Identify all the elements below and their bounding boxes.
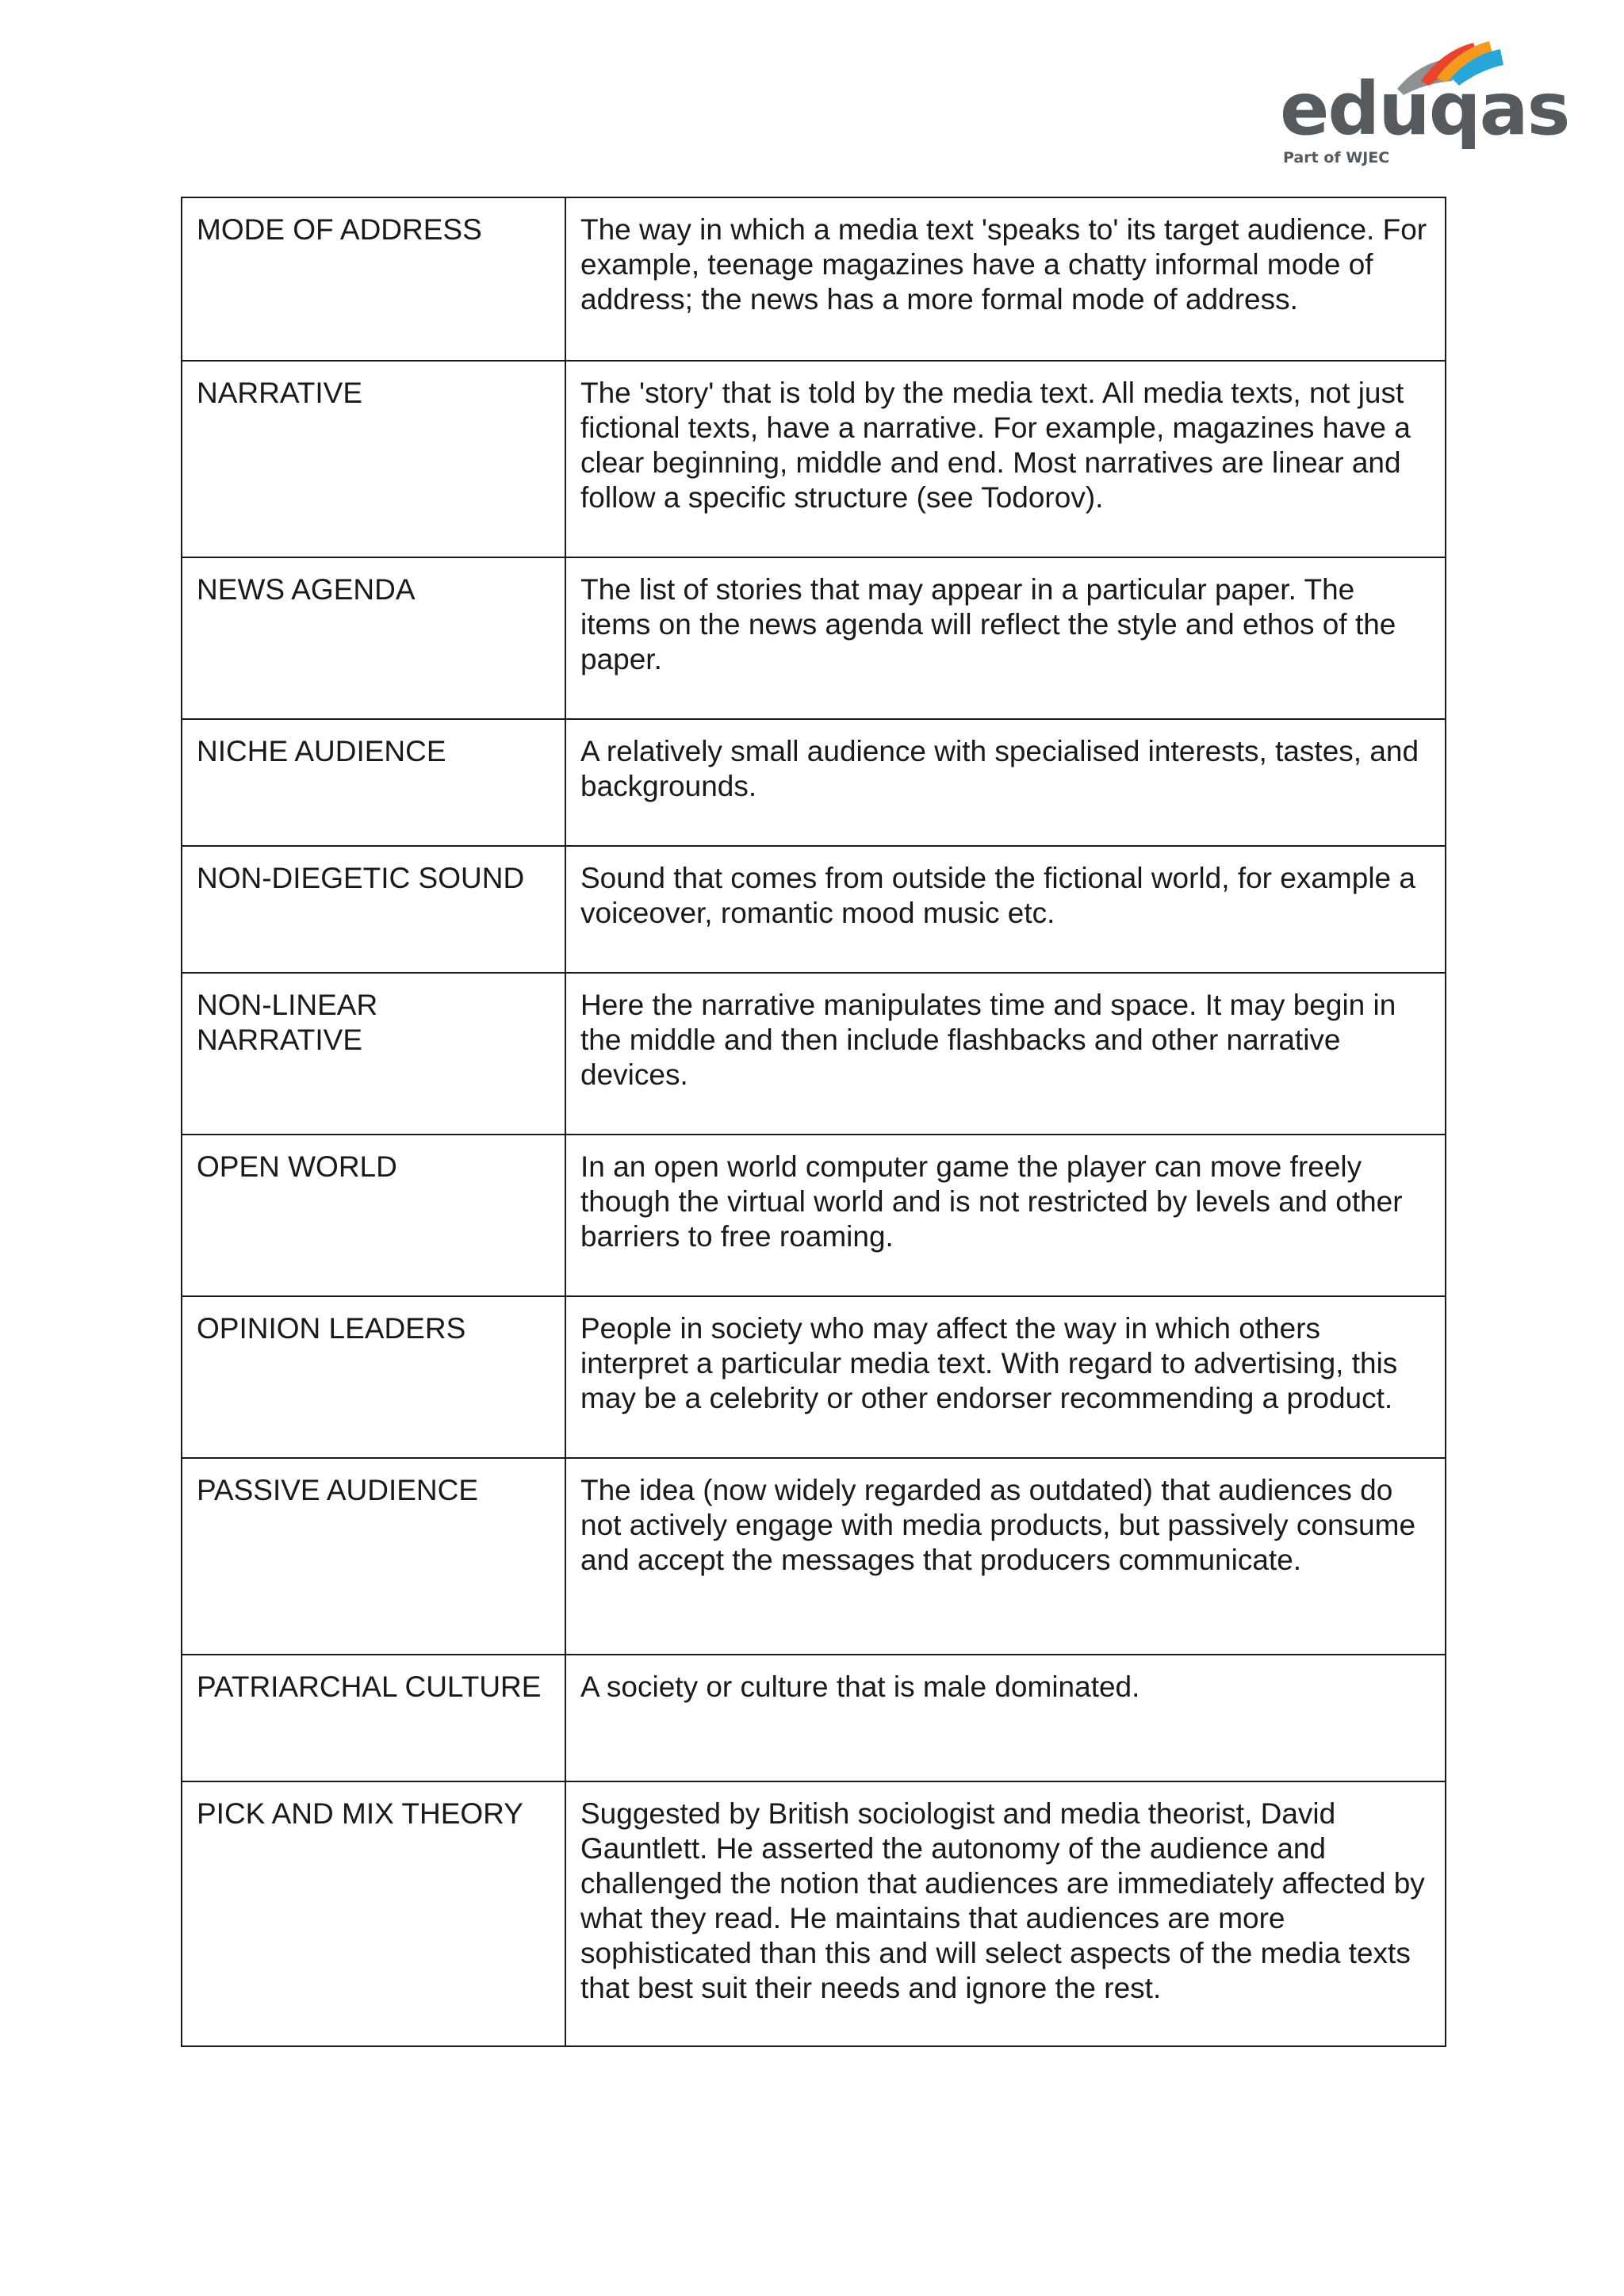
eduqas-logo [1278,32,1569,166]
glossary-term: NON-LINEAR NARRATIVE [182,973,565,1135]
glossary-term: NON-DIEGETIC SOUND [182,846,565,973]
glossary-definition: Suggested by British sociologist and media theorist, David Gauntlett. He asserted the autonomy of the audience and challenged the notion that audiences are immediately affected by what they read. He maintains that audiences are more sophisticated than this and will select aspects of the media texts that best suit their needs and ignore the rest. [565,1781,1446,2046]
glossary-definition: Here the narrative manipulates time and space. It may begin in the middle and then include flashbacks and other narrative devices. [565,973,1446,1135]
glossary-term: NARRATIVE [182,361,565,557]
table-row [182,1296,1446,1458]
logo-tagline: Part of WJEC [1283,149,1390,166]
glossary-term: PICK AND MIX THEORY [182,1781,565,2046]
glossary-definition: In an open world computer game the player can move freely though the virtual world and is not restricted by levels and other barriers to free roaming. [565,1135,1446,1296]
glossary-definition: The way in which a media text 'speaks to' its target audience. For example, teenage magazines have a chatty informal mode of address; the news has a more formal mode of address. [565,197,1446,361]
table-row [182,197,1446,361]
glossary-term: OPINION LEADERS [182,1296,565,1458]
glossary-definition: The idea (now widely regarded as outdated) that audiences do not actively engage with media products, but passively consume and accept the messages that producers communicate. [565,1458,1446,1655]
glossary-definition: A society or culture that is male dominated. [565,1655,1446,1781]
table-row [182,557,1446,719]
table-row [182,1458,1446,1655]
table-row [182,846,1446,973]
table-row [182,973,1446,1135]
glossary-definition: A relatively small audience with specialised interests, tastes, and backgrounds. [565,719,1446,846]
glossary-term: PATRIARCHAL CULTURE [182,1655,565,1781]
logo-wordmark: eduqas [1280,67,1569,151]
table-row [182,719,1446,846]
glossary-definition: People in society who may affect the way in which others interpret a particular media text. With regard to advertising, this may be a celebrity or other endorser recommending a product. [565,1296,1446,1458]
table-row [182,1781,1446,2046]
glossary-term: NEWS AGENDA [182,557,565,719]
glossary-definition: The list of stories that may appear in a particular paper. The items on the news agenda will reflect the style and ethos of the paper. [565,557,1446,719]
glossary-term: MODE OF ADDRESS [182,197,565,361]
glossary-table [181,197,1446,2047]
glossary-term: OPEN WORLD [182,1135,565,1296]
table-row [182,1135,1446,1296]
glossary-term: NICHE AUDIENCE [182,719,565,846]
glossary-definition: Sound that comes from outside the fictional world, for example a voiceover, romantic mood music etc. [565,846,1446,973]
table-row [182,1655,1446,1781]
glossary-term: PASSIVE AUDIENCE [182,1458,565,1655]
table-row [182,361,1446,557]
glossary-definition: The 'story' that is told by the media text. All media texts, not just fictional texts, have a narrative. For example, magazines have a clear beginning, middle and end. Most narratives are linear and follow a specific structure (see Todorov). [565,361,1446,557]
